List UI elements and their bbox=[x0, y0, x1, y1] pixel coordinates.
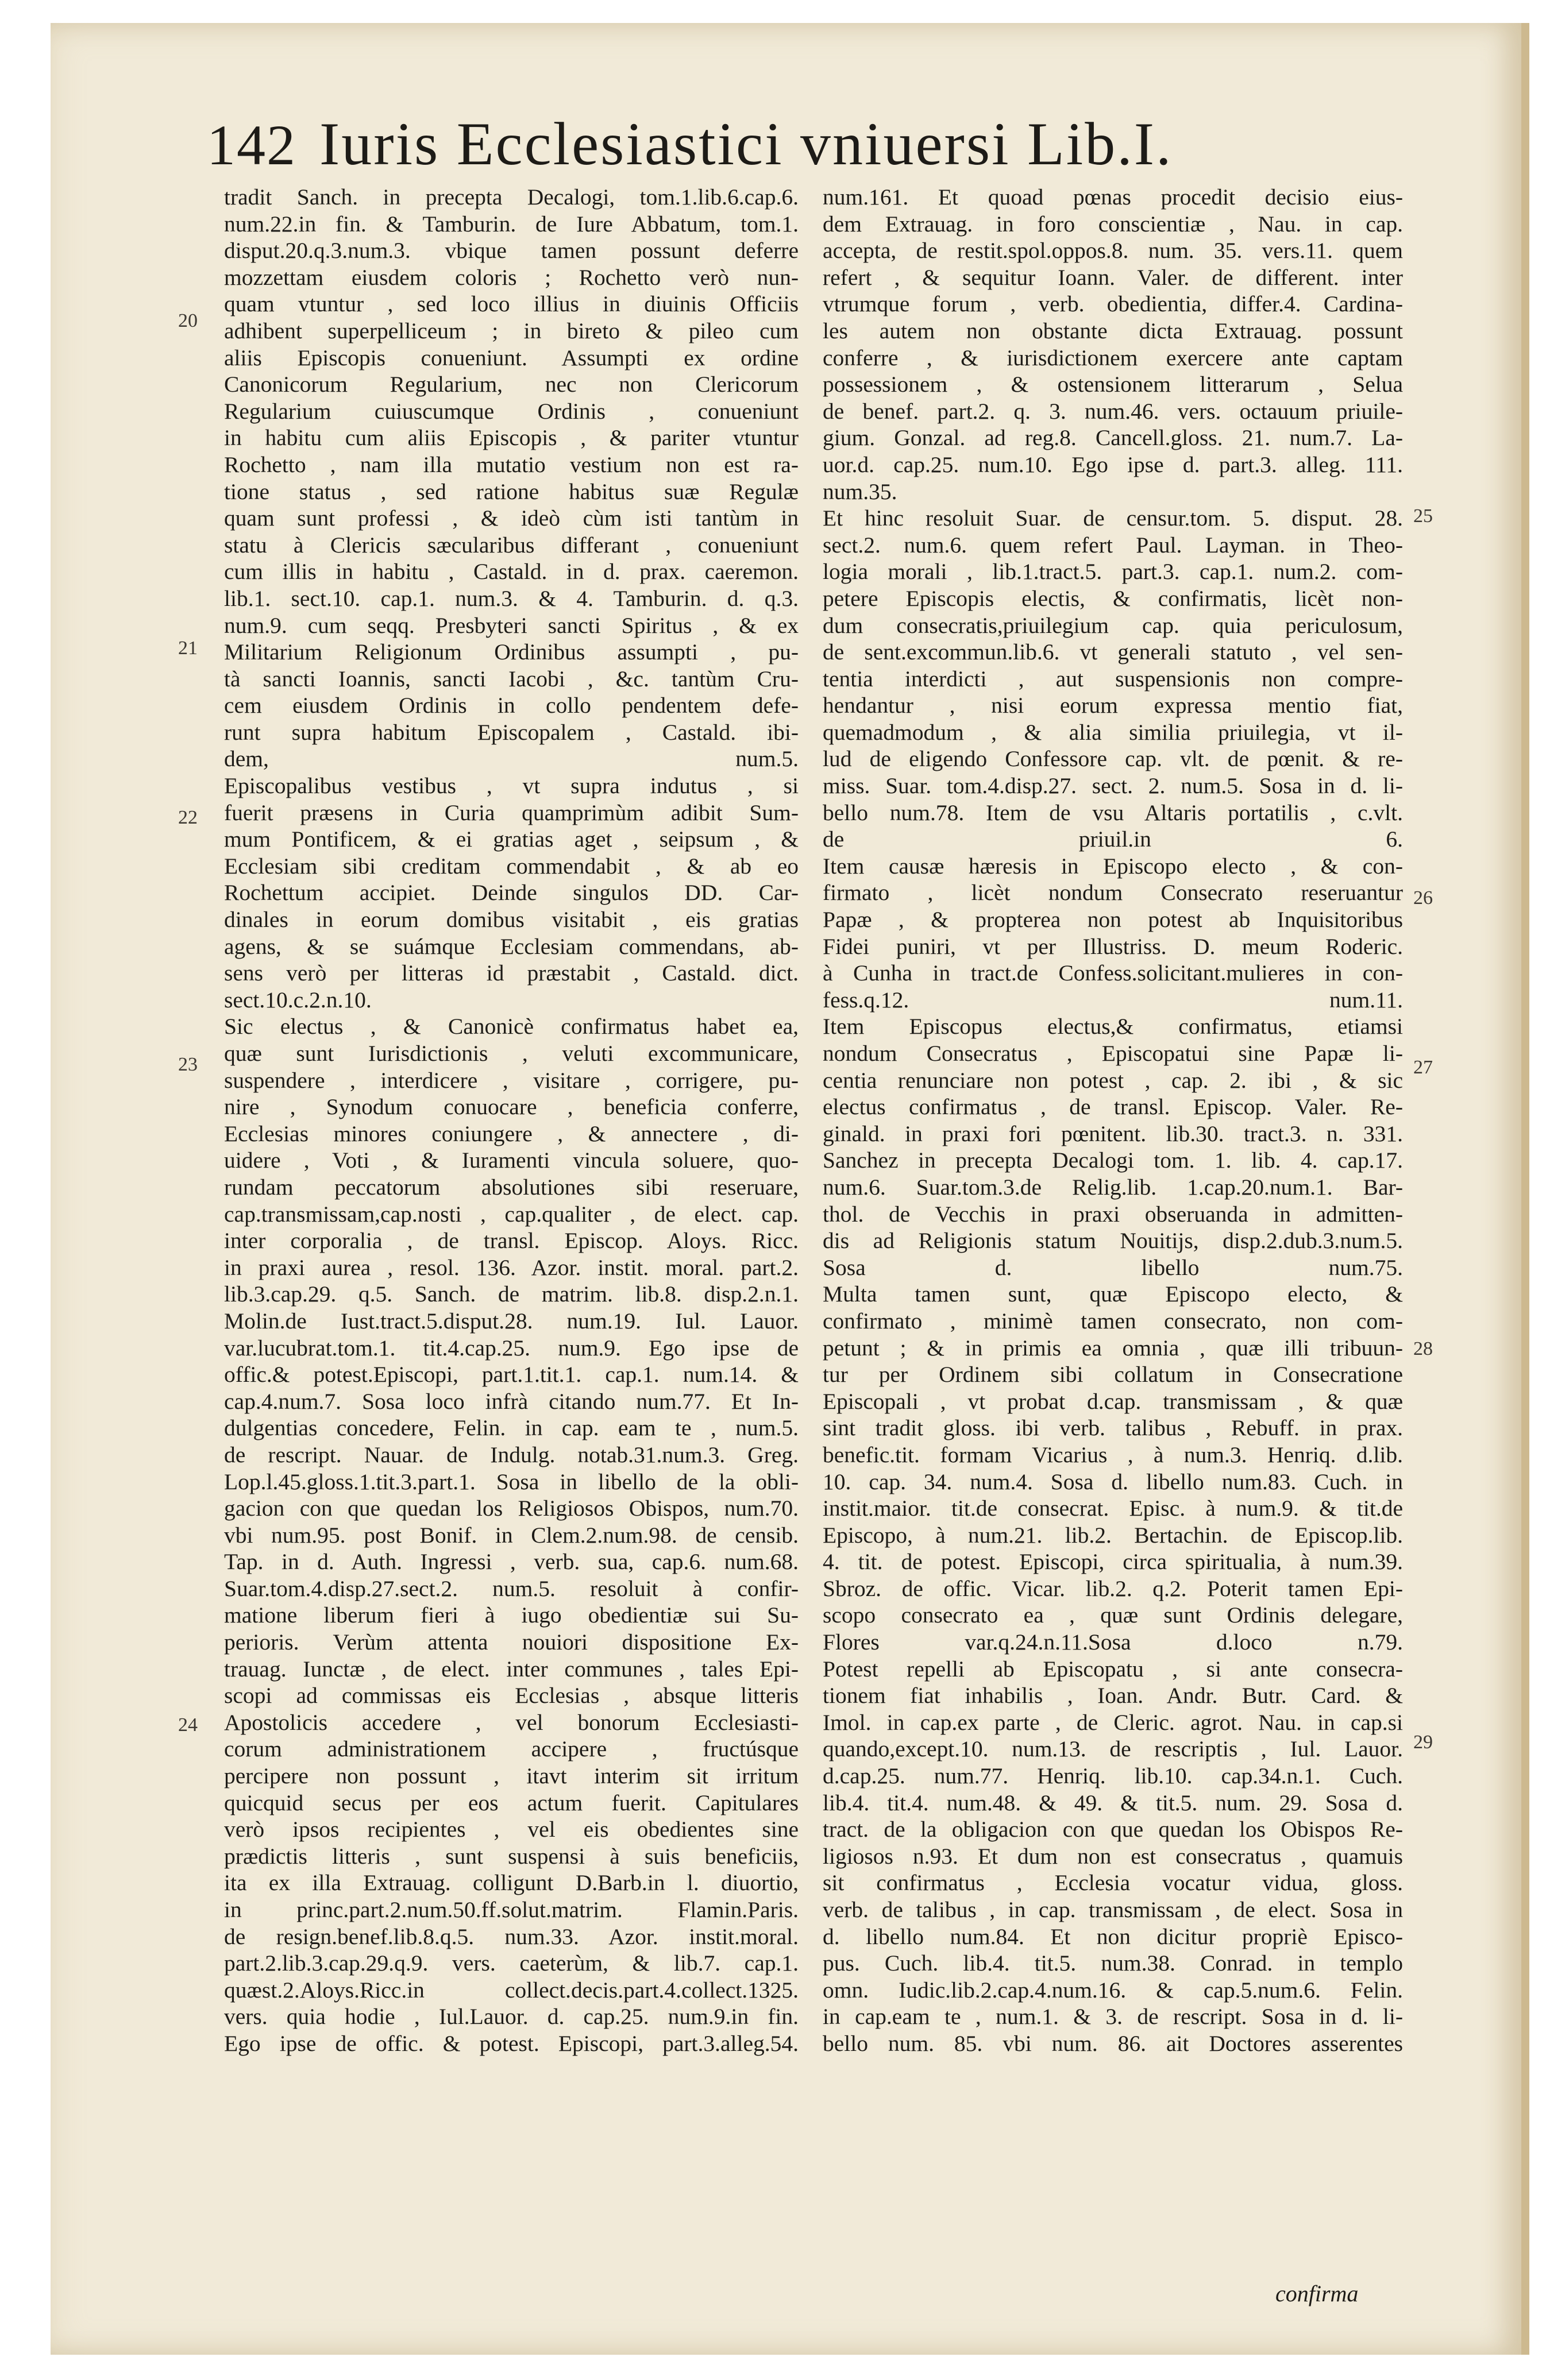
page-header bbox=[207, 109, 1173, 184]
text-line: Item Episcopus electus,& confirmatus, etiamsi bbox=[823, 1014, 1403, 1040]
text-line: cap.4.num.7. Sosa loco infrà citando num.77. Et In- bbox=[224, 1388, 799, 1414]
text-line: quemadmodum , & alia similia priuilegia, vt il- bbox=[823, 719, 1403, 745]
text-line: num.6. Suar.tom.3.de Relig.lib. 1.cap.20.num.1. Bar- bbox=[823, 1174, 1403, 1200]
text-line: petunt ; & in primis ea omnia , quæ illi tribuun- bbox=[823, 1335, 1403, 1361]
text-line: Sbroz. de offic. Vicar. lib.2. q.2. Poterit tamen Epi- bbox=[823, 1575, 1403, 1601]
text-line: de resign.benef.lib.8.q.5. num.33. Azor. instit.moral. bbox=[224, 1923, 799, 1949]
text-line: aliis Episcopis conueniunt. Assumpti ex ordine bbox=[224, 345, 799, 370]
section-number: 29 bbox=[1413, 1732, 1433, 1753]
text-line: num.22.in fin. & Tamburin. de Iure Abbatum, tom.1. bbox=[224, 211, 799, 237]
section-number: 23 bbox=[178, 1054, 198, 1075]
page-number: 142 bbox=[207, 113, 296, 177]
text-line: ligiosos n.93. Et dum non est consecratus , quamuis bbox=[823, 1843, 1403, 1869]
text-line: centia renunciare non potest , cap. 2. ibi , & sic bbox=[823, 1067, 1403, 1093]
running-title: Iuris Ecclesiastici vniuersi Lib.I. bbox=[319, 110, 1173, 177]
text-line: Ecclesiam sibi creditam commendabit , & ab eo bbox=[224, 853, 799, 879]
text-line: Apostolicis accedere , vel bonorum Ecclesiasti- bbox=[224, 1709, 799, 1735]
section-number: 20 bbox=[178, 310, 198, 331]
right-text-column bbox=[823, 184, 1403, 2057]
text-line: dis ad Religionis statum Nouitijs, disp.2.dub.3.num.5. bbox=[823, 1228, 1403, 1254]
text-line: runt supra habitum Episcopalem , Castald. ibi- bbox=[224, 719, 799, 745]
text-line: num.161. Et quoad pœnas procedit decisio eius- bbox=[823, 184, 1403, 210]
text-line: firmato , licèt nondum Consecrato reseruantur bbox=[823, 880, 1403, 906]
section-number: 24 bbox=[178, 1714, 198, 1736]
text-line: statu à Clericis sæcularibus differant , conueniunt bbox=[224, 532, 799, 558]
text-line: dinales in eorum domibus visitabit , eis gratias bbox=[224, 907, 799, 933]
text-line: miss. Suar. tom.4.disp.27. sect. 2. num.5. Sosa in d. li- bbox=[823, 773, 1403, 799]
text-line: de sent.excommun.lib.6. vt generali statuto , vel sen- bbox=[823, 639, 1403, 665]
text-line: pus. Cuch. lib.4. tit.5. num.38. Conrad. in templo bbox=[823, 1950, 1403, 1976]
section-number: 25 bbox=[1413, 505, 1433, 527]
text-line: Molin.de Iust.tract.5.disput.28. num.19. Iul. Lauor. bbox=[224, 1308, 799, 1334]
text-line: ita ex illa Extrauag. colligunt D.Barb.in l. diuortio, bbox=[224, 1870, 799, 1896]
text-line: adhibent superpelliceum ; in bireto & pileo cum bbox=[224, 318, 799, 343]
text-line: possessionem , & ostensionem litterarum , Selua bbox=[823, 372, 1403, 397]
text-line: electus confirmatus , de transl. Episcop. Valer. Re- bbox=[823, 1094, 1403, 1120]
text-line: gacion con que quedan los Religiosos Obispos, num.70. bbox=[224, 1496, 799, 1521]
text-line: Flores var.q.24.n.11.Sosa d.loco n.79. bbox=[823, 1629, 1403, 1655]
text-line: lib.1. sect.10. cap.1. num.3. & 4. Tamburin. d. q.3. bbox=[224, 585, 799, 611]
text-line: percipere non possunt , itavt interim sit irritum bbox=[224, 1763, 799, 1789]
text-line: sect.2. num.6. quem refert Paul. Layman. in Theo- bbox=[823, 532, 1403, 558]
text-line: quæst.2.Aloys.Ricc.in collect.decis.part.4.collect.1325. bbox=[224, 1977, 799, 2003]
text-line: Sosa d. libello num.75. bbox=[823, 1254, 1403, 1280]
text-line: in cap.eam te , num.1. & 3. de rescript. Sosa in d. li- bbox=[823, 2004, 1403, 2030]
text-line: vers. quia hodie , Iul.Lauor. d. cap.25. num.9.in fin. bbox=[224, 2004, 799, 2030]
text-line: prædictis litteris , sunt suspensi à suis beneficiis, bbox=[224, 1843, 799, 1869]
text-line: Rochetto , nam illa mutatio vestium non est ra- bbox=[224, 451, 799, 477]
text-line: Episcopalibus vestibus , vt supra indutus , si bbox=[224, 773, 799, 799]
text-line: matione liberum fieri à iugo obedientiæ sui Su- bbox=[224, 1602, 799, 1628]
text-line: cum illis in habitu , Castald. in d. prax. caeremon. bbox=[224, 559, 799, 585]
text-line: inter corporalia , de transl. Episcop. Aloys. Ricc. bbox=[224, 1228, 799, 1254]
text-line: tionem fiat inhabilis , Ioan. Andr. Butr. Card. & bbox=[823, 1683, 1403, 1709]
text-line: gium. Gonzal. ad reg.8. Cancell.gloss. 21. num.7. La- bbox=[823, 425, 1403, 451]
text-line: vbi num.95. post Bonif. in Clem.2.num.98. de censib. bbox=[224, 1522, 799, 1548]
text-line: sint tradit gloss. ibi verb. talibus , Rebuff. in prax. bbox=[823, 1415, 1403, 1441]
text-line: sit confirmatus , Ecclesia vocatur vidua, gloss. bbox=[823, 1870, 1403, 1896]
text-line: refert , & sequitur Ioann. Valer. de different. inter bbox=[823, 264, 1403, 290]
text-line: Imol. in cap.ex parte , de Cleric. agrot. Nau. in cap.si bbox=[823, 1709, 1403, 1735]
text-line: rundam peccatorum absolutiones sibi reseruare, bbox=[224, 1174, 799, 1200]
text-line: les autem non obstante dicta Extrauag. possunt bbox=[823, 318, 1403, 343]
text-line: perioris. Verùm attenta nouiori dispositione Ex- bbox=[224, 1629, 799, 1655]
text-line: dem Extrauag. in foro conscientiæ , Nau. in cap. bbox=[823, 211, 1403, 237]
text-line: de rescript. Nauar. de Indulg. notab.31.num.3. Greg. bbox=[224, 1442, 799, 1467]
text-line: tione status , sed ratione habitus suæ Regulæ bbox=[224, 478, 799, 504]
text-line: sens verò per litteras id præstabit , Castald. dict. bbox=[224, 960, 799, 986]
left-text-column bbox=[224, 184, 799, 2057]
text-line: hendantur , nisi eorum expressa mentio fiat, bbox=[823, 693, 1403, 718]
text-line: lud de eligendo Confessore cap. vlt. de pœnit. & re- bbox=[823, 746, 1403, 772]
text-line: petere Episcopis electis, & confirmatis, licèt non- bbox=[823, 585, 1403, 611]
text-line: tentia interdicti , aut suspensionis non compre- bbox=[823, 666, 1403, 691]
text-line: quam vtuntur , sed loco illius in diuinis Officiis bbox=[224, 291, 799, 317]
text-line: in habitu cum aliis Episcopis , & pariter vtuntur bbox=[224, 425, 799, 451]
text-line: de benef. part.2. q. 3. num.46. vers. octauum priuile- bbox=[823, 398, 1403, 424]
text-line: bello num.78. Item de vsu Altaris portatilis , c.vlt. bbox=[823, 799, 1403, 825]
text-line: mum Pontificem, & ei gratias aget , seipsum , & bbox=[224, 826, 799, 852]
text-line: Regularium cuiuscumque Ordinis , conueniunt bbox=[224, 398, 799, 424]
text-line: dem, num.5. bbox=[224, 746, 799, 772]
text-line: Tap. in d. Auth. Ingressi , verb. sua, cap.6. num.68. bbox=[224, 1549, 799, 1575]
text-line: Ecclesias minores coniungere , & annectere , di- bbox=[224, 1121, 799, 1146]
text-line: fess.q.12. num.11. bbox=[823, 987, 1403, 1013]
text-line: disput.20.q.3.num.3. vbique tamen possunt deferre bbox=[224, 238, 799, 264]
text-line: num.9. cum seqq. Presbyteri sancti Spiritus , & ex bbox=[224, 612, 799, 638]
text-line: Multa tamen sunt, quæ Episcopo electo, & bbox=[823, 1281, 1403, 1307]
text-line: benefic.tit. formam Vicarius , à num.3. Henriq. d.lib. bbox=[823, 1442, 1403, 1467]
text-line: nondum Consecratus , Episcopatui sine Papæ li- bbox=[823, 1041, 1403, 1066]
text-line: confirmato , minimè tamen consecrato, non com- bbox=[823, 1308, 1403, 1334]
text-line: Lop.l.45.gloss.1.tit.3.part.1. Sosa in libello de la obli- bbox=[224, 1469, 799, 1494]
text-line: offic.& potest.Episcopi, part.1.tit.1. cap.1. num.14. & bbox=[224, 1362, 799, 1388]
section-number: 28 bbox=[1413, 1338, 1433, 1359]
text-line: Sic electus , & Canonicè confirmatus habet ea, bbox=[224, 1014, 799, 1040]
section-number: 21 bbox=[178, 638, 198, 659]
text-line: vtrumque forum , verb. obedientia, differ.4. Cardina- bbox=[823, 291, 1403, 317]
text-line: in praxi aurea , resol. 136. Azor. instit. moral. part.2. bbox=[224, 1254, 799, 1280]
text-line: uor.d. cap.25. num.10. Ego ipse d. part.3. alleg. 111. bbox=[823, 451, 1403, 477]
text-line: tract. de la obligacion con que quedan los Obispos Re- bbox=[823, 1817, 1403, 1842]
text-line: 4. tit. de potest. Episcopi, circa spiritualia, à num.39. bbox=[823, 1549, 1403, 1575]
text-line: trauag. Iunctæ , de elect. inter communes , tales Epi- bbox=[224, 1656, 799, 1682]
text-line: conferre , & iurisdictionem exercere ante captam bbox=[823, 345, 1403, 370]
text-line: Fidei puniri, vt per Illustriss. D. meum Roderic. bbox=[823, 933, 1403, 959]
text-line: de priuil.in 6. bbox=[823, 826, 1403, 852]
text-line: scopi ad commissas eis Ecclesias , absque litteris bbox=[224, 1683, 799, 1709]
text-line: tà sancti Ioannis, sancti Iacobi , &c. tantùm Cru- bbox=[224, 666, 799, 691]
text-line: uidere , Voti , & Iuramenti vincula soluere, quo- bbox=[224, 1148, 799, 1173]
text-line: thol. de Vecchis in praxi obseruanda in admitten- bbox=[823, 1201, 1403, 1227]
text-line: Item causæ hæresis in Episcopo electo , & con- bbox=[823, 853, 1403, 879]
text-line: tur per Ordinem sibi collatum in Consecratione bbox=[823, 1362, 1403, 1388]
text-line: quæ sunt Iurisdictionis , veluti excommunicare, bbox=[224, 1041, 799, 1066]
text-line: suspendere , interdicere , visitare , corrigere, pu- bbox=[224, 1067, 799, 1093]
text-line: Suar.tom.4.disp.27.sect.2. num.5. resoluit à confir- bbox=[224, 1575, 799, 1601]
text-line: Rochettum accipiet. Deinde singulos DD. Car- bbox=[224, 880, 799, 906]
text-line: in princ.part.2.num.50.ff.solut.matrim. Flamin.Paris. bbox=[224, 1897, 799, 1922]
text-line: scopo consecrato ea , quæ sunt Ordinis delegare, bbox=[823, 1602, 1403, 1628]
text-line: Et hinc resoluit Suar. de censur.tom. 5. disput. 28. bbox=[823, 505, 1403, 531]
text-line: 10. cap. 34. num.4. Sosa d. libello num.83. Cuch. in bbox=[823, 1469, 1403, 1494]
text-line: tradit Sanch. in precepta Decalogi, tom.1.lib.6.cap.6. bbox=[224, 184, 799, 210]
text-line: part.2.lib.3.cap.29.q.9. vers. caeterùm, & lib.7. cap.1. bbox=[224, 1950, 799, 1976]
catchword: confirma bbox=[1275, 2281, 1359, 2306]
text-line: fuerit præsens in Curia quamprimùm adibit Sum- bbox=[224, 799, 799, 825]
text-line: mozzettam eiusdem coloris ; Rochetto verò nun- bbox=[224, 264, 799, 290]
section-number: 22 bbox=[178, 807, 198, 828]
text-line: Papæ , & propterea non potest ab Inquisitoribus bbox=[823, 907, 1403, 933]
text-line: quando,except.10. num.13. de rescriptis , Iul. Lauor. bbox=[823, 1736, 1403, 1762]
text-line: Episcopali , vt probat d.cap. transmissam , & quæ bbox=[823, 1388, 1403, 1414]
text-line: accepta, de restit.spol.oppos.8. num. 35. vers.11. quem bbox=[823, 238, 1403, 264]
text-line: d. libello num.84. Et non dicitur propriè Episco- bbox=[823, 1923, 1403, 1949]
text-line: quam sunt professi , & ideò cùm isti tantùm in bbox=[224, 505, 799, 531]
text-line: Episcopo, à num.21. lib.2. Bertachin. de Episcop.lib. bbox=[823, 1522, 1403, 1548]
text-line: Potest repelli ab Episcopatu , si ante consecra- bbox=[823, 1656, 1403, 1682]
text-line: Ego ipse de offic. & potest. Episcopi, part.3.alleg.54. bbox=[224, 2030, 799, 2056]
text-line: lib.3.cap.29. q.5. Sanch. de matrim. lib.8. disp.2.n.1. bbox=[224, 1281, 799, 1307]
text-line: verb. de talibus , in cap. transmissam , de elect. Sosa in bbox=[823, 1897, 1403, 1922]
text-line: cap.transmissam,cap.nosti , cap.qualiter , de elect. cap. bbox=[224, 1201, 799, 1227]
text-line: dum consecratis,priuilegium cap. quia periculosum, bbox=[823, 612, 1403, 638]
section-number: 26 bbox=[1413, 887, 1433, 909]
text-line: agens, & se suámque Ecclesiam commendans, ab- bbox=[224, 933, 799, 959]
text-line: sect.10.c.2.n.10. bbox=[224, 987, 372, 1013]
text-line: cem eiusdem Ordinis in collo pendentem defe- bbox=[224, 693, 799, 718]
text-line: corum administrationem accipere , fructúsque bbox=[224, 1736, 799, 1762]
text-line: bello num. 85. vbi num. 86. ait Doctores asserentes bbox=[823, 2030, 1403, 2056]
text-line: num.35. bbox=[823, 478, 897, 504]
text-line: verò ipsos recipientes , vel eis obedientes sine bbox=[224, 1817, 799, 1842]
text-line: instit.maior. tit.de consecrat. Episc. à num.9. & tit.de bbox=[823, 1496, 1403, 1521]
text-line: Canonicorum Regularium, nec non Clericorum bbox=[224, 372, 799, 397]
text-line: omn. Iudic.lib.2.cap.4.num.16. & cap.5.num.6. Felin. bbox=[823, 1977, 1403, 2003]
section-number: 27 bbox=[1413, 1057, 1433, 1078]
text-line: quicquid secus per eos actum fuerit. Capitulares bbox=[224, 1790, 799, 1815]
text-line: Militarium Religionum Ordinibus assumpti , pu- bbox=[224, 639, 799, 665]
text-line: ginald. in praxi fori pœnitent. lib.30. tract.3. n. 331. bbox=[823, 1121, 1403, 1146]
text-line: var.lucubrat.tom.1. tit.4.cap.25. num.9. Ego ipse de bbox=[224, 1335, 799, 1361]
text-line: à Cunha in tract.de Confess.solicitant.mulieres in con- bbox=[823, 960, 1403, 986]
text-line: dulgentias concedere, Felin. in cap. eam te , num.5. bbox=[224, 1415, 799, 1441]
text-line: nire , Synodum conuocare , beneficia conferre, bbox=[224, 1094, 799, 1120]
text-line: d.cap.25. num.77. Henriq. lib.10. cap.34.n.1. Cuch. bbox=[823, 1763, 1403, 1789]
text-line: logia morali , lib.1.tract.5. part.3. cap.1. num.2. com- bbox=[823, 559, 1403, 585]
text-line: Sanchez in precepta Decalogi tom. 1. lib. 4. cap.17. bbox=[823, 1148, 1403, 1173]
text-line: lib.4. tit.4. num.48. & 49. & tit.5. num. 29. Sosa d. bbox=[823, 1790, 1403, 1815]
